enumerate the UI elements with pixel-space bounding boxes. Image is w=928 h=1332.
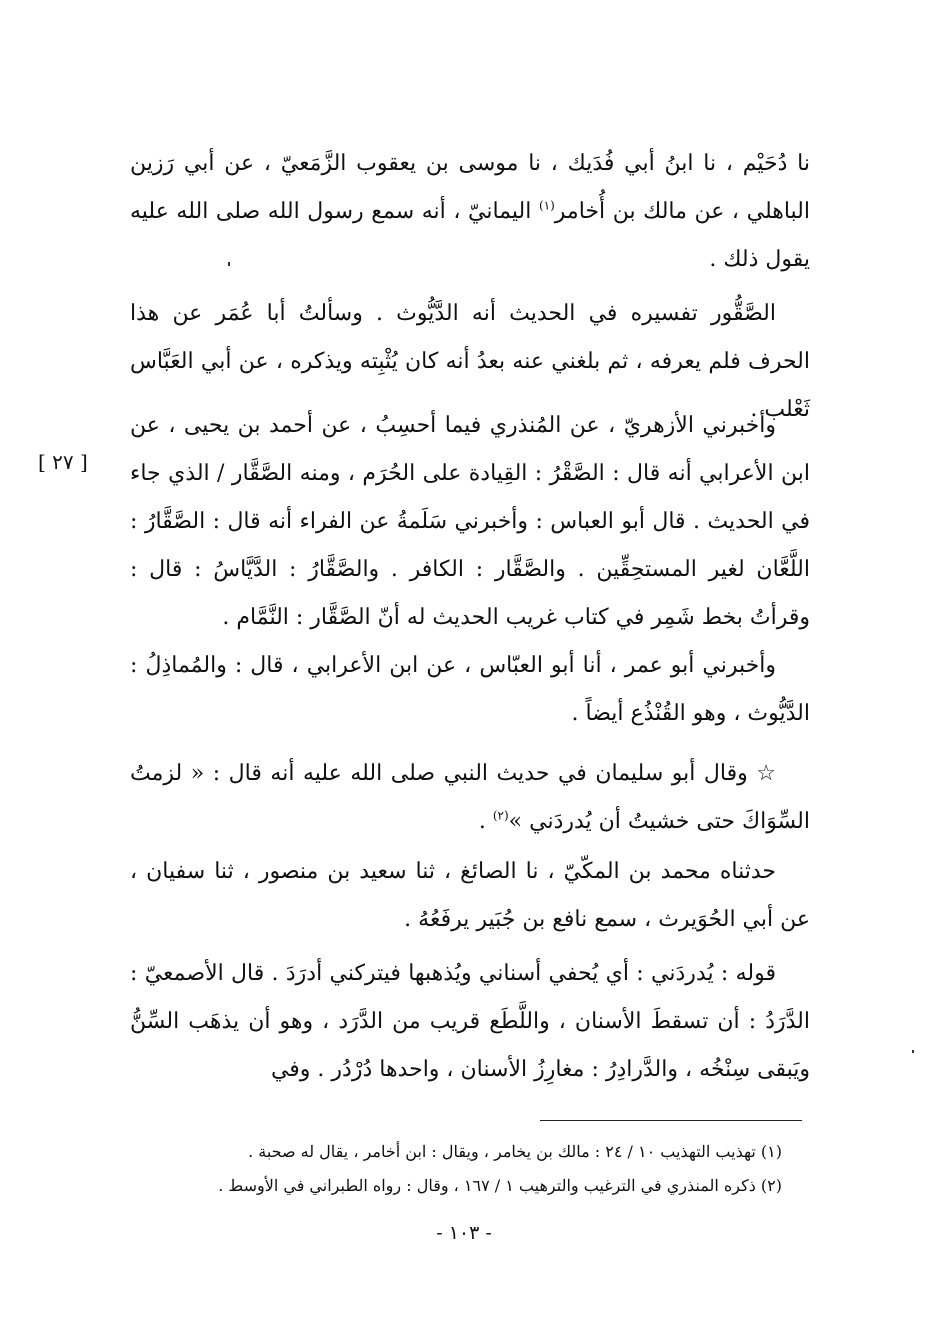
paragraph-1 xyxy=(130,140,810,284)
margin-page-reference: [ ٢٧ ] xyxy=(38,450,88,474)
paragraph-3 xyxy=(130,402,810,642)
footnote-1: (١) تهذيب التهذيب ١٠ / ٢٤ : مالك بن يخامر ، ويقال : ابن أخامر ، يقال له صحبة . xyxy=(248,1142,782,1161)
paragraph-6 xyxy=(130,848,810,944)
paragraph-1-text: نا دُحَيْم ، نا ابنُ أبي فُدَيك ، نا موسى بن يعقوب الزَّمَعيّ ، عن أبي رَزين الباهلي ، عن مالك بن أُخامر xyxy=(130,151,810,224)
paragraph-4-text: وأخبرني أبو عمر ، أنا أبو العبّاس ، عن ابن الأعرابي ، قال : والمُماذِلُ : الدَّيُّوث ، وهو القُنْذُع أيضاً . xyxy=(130,653,810,726)
paragraph-6-text: حدثناه محمد بن المكّيّ ، نا الصائغ ، ثنا سعيد بن منصور ، ثنا سفيان ، عن أبي الحُوَيرث ، سمع نافع بن جُبَير يرفَعُهُ . xyxy=(130,859,810,932)
paragraph-7 xyxy=(130,950,810,1094)
paragraph-2-text: الصَّقُّور تفسيره في الحديث أنه الدَّيُّوث . وسألتُ أبا عُمَر عن هذا الحرف فلم يعرفه ، ثم بلغني عنه بعدُ أنه كان يُثْبِته ويذكره ، عن أبي العَبَّاس ثَعْلب . xyxy=(130,301,810,422)
footnote-2: (٢) ذكره المنذري في الترغيب والترهيب ١ / ١٦٧ ، وقال : رواه الطبراني في الأوسط . xyxy=(218,1176,782,1195)
paragraph-5 xyxy=(130,750,810,846)
paragraph-4 xyxy=(130,642,810,738)
paragraph-7-text: قوله : يُدردَني : أي يُحفي أسناني ويُذهبها فيتركني أدرَدَ . قال الأصمعيّ : الدَّرَدُ : أن تسقطَ الأسنان ، واللَّطَع قريب من الدَّرَد ، وهو أن يذهَب السِّنُّ ويَبقى سِنْخُه ، والدَّرادِرُ : مغارِزُ الأسنان ، واحدها دُرْدُر . وفي xyxy=(130,961,810,1082)
footnote-separator xyxy=(540,1120,802,1121)
paragraph-3-text: وأخبرني الأزهريّ ، عن المُنذري فيما أحسِبُ ، عن أحمد بن يحيى ، عن ابن الأعرابي أنه قال : الصَّقْرُ : القِيادة على الحُرَم ، ومنه الصَّقَّار / الذي جاء في الحديث . قال أبو العباس : وأخبرني سَلَمةُ عن الفراء أنه قال : الصَّقَّارُ : اللَّعَّان لغير المستحِقِّين . والصَّقَّار : الكافر . والصَّقَّارُ : الدَّيَّاسُ : قال : وقرأتُ بخط شَمِر في كتاب غريب الحديث له أنّ الصَّقَّار : النَّمَّام . xyxy=(130,413,810,630)
scan-speck xyxy=(228,262,230,266)
paragraph-1-continuation: اليمانيّ ، أنه سمع رسول الله صلى الله عليه يقول ذلك . xyxy=(130,199,810,272)
scan-speck xyxy=(912,1050,914,1053)
paragraph-5-end: . xyxy=(478,809,486,834)
footnote-mark-1: (١) xyxy=(538,198,555,213)
footnote-mark-2: (٢) xyxy=(492,808,509,823)
footnotes xyxy=(130,1135,810,1203)
paragraph-5-text: ☆ وقال أبو سليمان في حديث النبي صلى الله عليه أنه قال : « لزمتُ السِّوَاكَ حتى خشيتُ أن يُدردَني » xyxy=(130,761,810,834)
page-number: - ١٠٣ - xyxy=(436,1222,492,1244)
